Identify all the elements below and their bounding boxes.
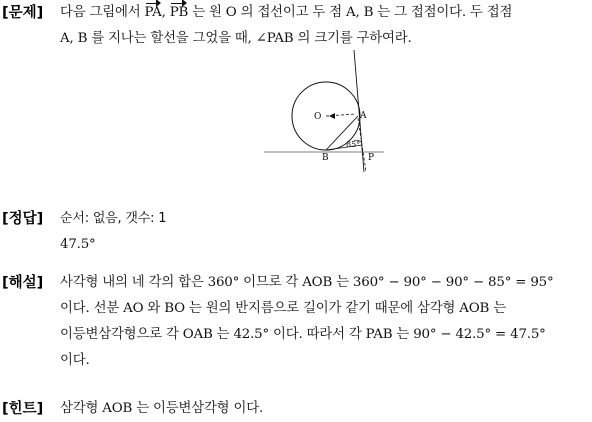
hint-label: [힌트]: [2, 401, 44, 417]
explanation-line: 사각형 내의 네 각의 합은 360° 이므로 각 AOB 는 360° − 90° − 90° − 85° = 95°: [60, 275, 554, 290]
explanation-label: [해설]: [2, 275, 44, 291]
label-a: A: [360, 111, 367, 121]
vector-pa: PA: [145, 0, 162, 26]
problem-label: [문제]: [2, 5, 44, 21]
problem-line1-post: 는 원 O 의 접선이고 두 점 A, B 는 그 접점이다. 두 접점: [188, 5, 513, 20]
answer-body: [60, 206, 588, 258]
answer-meta: 순서: 없음, 갯수: 1: [60, 211, 167, 226]
hint-body: [60, 396, 588, 422]
explanation-line: 이다.: [60, 353, 90, 368]
explanation-line: 이등변삼각형으로 각 OAB 는 42.5° 이다. 따라서 각 PAB 는 90° − 42.5° = 47.5°: [60, 327, 546, 342]
hint-text: 삼각형 AOB 는 이등변삼각형 이다.: [60, 401, 263, 416]
label-angle: 85°: [346, 140, 361, 149]
tangent-circle-figure: [262, 48, 388, 172]
problem-line-1: [60, 0, 588, 26]
vector-pb: PB: [170, 0, 188, 26]
answer-value: 47.5°: [60, 237, 96, 252]
problem-text: [60, 0, 588, 52]
explanation-line: 이다. 선분 AO 와 BO 는 원의 반지름으로 길이가 같기 때문에 삼각형 AOB 는: [60, 301, 506, 316]
label-o: O: [314, 112, 322, 122]
radius-arrowhead: [329, 113, 335, 119]
answer-label: [정답]: [2, 211, 44, 227]
problem-line1-pre: 다음 그림에서: [60, 5, 145, 20]
explanation-body: [60, 270, 588, 374]
label-b: B: [322, 153, 329, 163]
problem-comma: ,: [161, 5, 170, 20]
label-p: P: [368, 153, 375, 163]
problem-line-2: A, B 를 지나는 할선을 그었을 때, ∠PAB 의 크기를 구하여라.: [60, 31, 412, 46]
